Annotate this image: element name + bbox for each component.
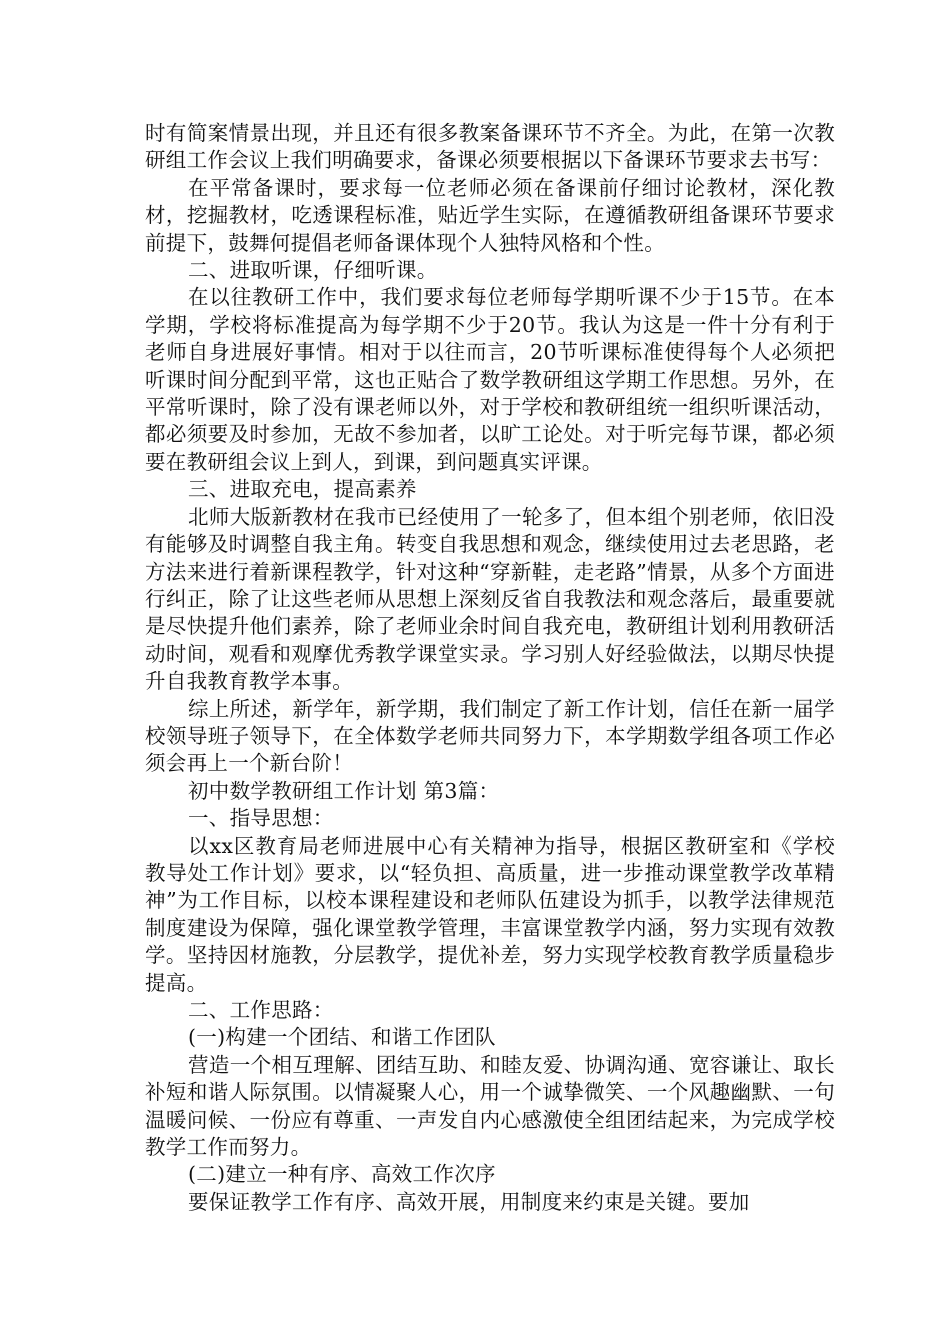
paragraph: 在平常备课时，要求每一位老师必须在备课前仔细讨论教材，深化教材，挖掘教材，吃透课程标准，贴近学生实际，在遵循教研组备课环节要求前提下，鼓舞何提倡老师备课体现个人独特风格和个性。 xyxy=(145,175,835,255)
section-heading: 一、指导思想： xyxy=(188,806,334,831)
chapter-title: 初中数学教研组工作计划 第3篇： xyxy=(188,778,500,803)
document-page xyxy=(145,120,835,1216)
section-heading: 二、进取听课，仔细听课。 xyxy=(188,258,438,283)
paragraph: 在以往教研工作中，我们要求每位老师每学期听课不少于15节。在本学期，学校将标准提高为每学期不少于20节。我认为这是一件十分有利于老师自身进展好事情。相对于以往而言，20节听课标准使得每个人必须把听课时间分配到平常，这也正贴合了数学教研组这学期工作思想。另外，在平常听课时，除了没有课老师以外，对于学校和教研组统一组织听课活动，都必须要及时参加，无故不参加者，以旷工论处。对于听完每节课，都必须要在教研组会议上到人，到课，到问题真实评课。 xyxy=(145,285,835,474)
paragraph: 以xx区教育局老师进展中心有关精神为指导，根据区教研室和《学校教导处工作计划》要求，以“轻负担、高质量，进一步推动课堂教学改革精神”为工作目标，以校本课程建设和老师队伍建设为抓手，以教学法律规范制度建设为保障，强化课堂教学管理，丰富课堂教学内涵，努力实现有效教学。坚持因材施教，分层教学，提优补差，努力实现学校教育教学质量稳步提高。 xyxy=(145,833,835,995)
paragraph: 北师大版新教材在我市已经使用了一轮多了，但本组个别老师，依旧没有能够及时调整自我主角。转变自我思想和观念，继续使用过去老思路，老方法来进行着新课程教学，针对这种“穿新鞋，走老路”情景，从多个方面进行纠正，除了让这些老师从思想上深刻反省自我教法和观念落后，最重要就是尽快提升他们素养，除了老师业余时间自我充电，教研组计划利用教研活动时间，观看和观摩优秀教学课堂实录。学习别人好经验做法，以期尽快提升自我教育教学本事。 xyxy=(145,504,835,694)
section-heading: 二、工作思路： xyxy=(188,998,334,1022)
paragraph: 营造一个相互理解、团结互助、和睦友爱、协调沟通、宽容谦让、取长补短和谐人际氛围。以情凝聚人心，用一个诚挚微笑、一个风趣幽默、一句温暖问候、一份应有尊重、一声发自内心感激使全组团结起来，为完成学校教学工作而努力。 xyxy=(145,1052,835,1160)
paragraph: 时有简案情景出现，并且还有很多教案备课环节不齐全。为此，在第一次教研组工作会议上我们明确要求，备课必须要根据以下备课环节要求去书写： xyxy=(145,121,835,173)
paragraph: 综上所述，新学年，新学期，我们制定了新工作计划，信任在新一届学校领导班子领导下，在全体数学老师共同努力下，本学期数学组各项工作必须会再上一个新台阶！ xyxy=(145,696,835,776)
paragraph: 要保证教学工作有序、高效开展，用制度来约束是关键。要加 xyxy=(188,1189,750,1214)
section-heading: 三、进取充电，提高素养 xyxy=(188,477,417,502)
subsection-heading: (二)建立一种有序、高效工作次序 xyxy=(188,1162,496,1187)
subsection-heading: (一)构建一个团结、和谐工作团队 xyxy=(188,1025,496,1050)
